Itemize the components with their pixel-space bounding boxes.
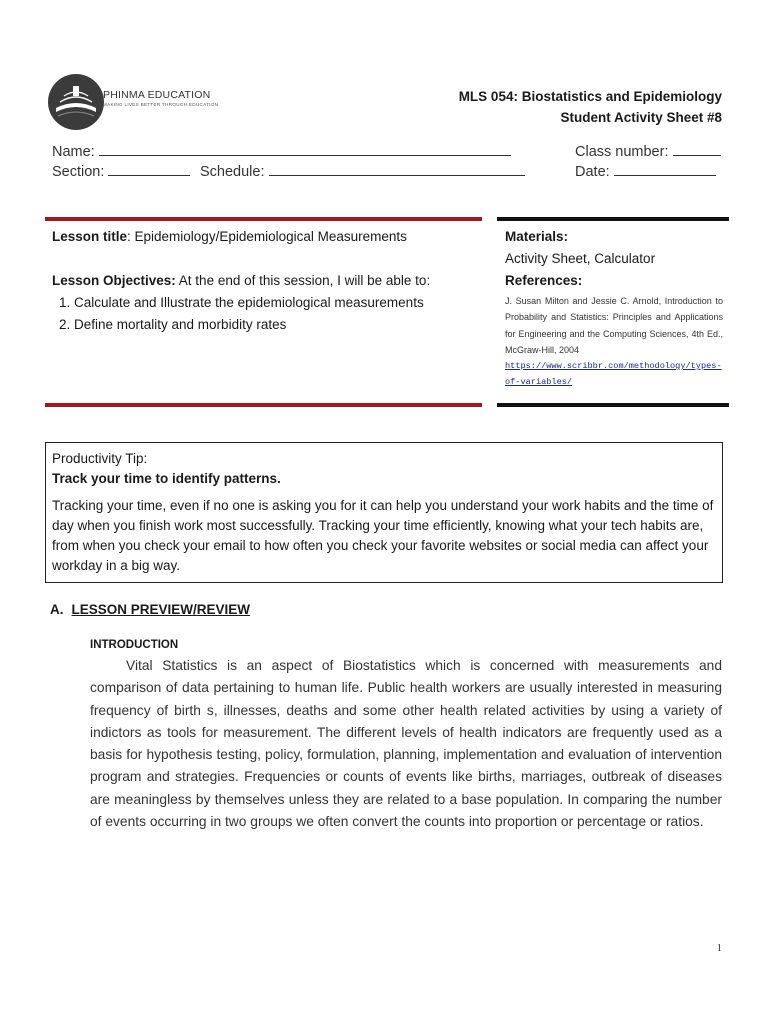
schedule-line[interactable] xyxy=(269,162,525,176)
schedule-label: Schedule: xyxy=(200,164,265,180)
productivity-tip-box xyxy=(45,442,723,583)
objective-item: 1. Calculate and Illustrate the epidemiological measurements xyxy=(74,292,482,314)
introduction-body: Vital Statistics is an aspect of Biostatistics which is concerned with measurements and comparison of data pertaining to human life. Public health workers are usually interested in measuring frequency of birth s, illnesses, deaths and some other health related activities by using a variety of indictors as tools for measurement. The different levels of health indicators are frequently used as a basis for hypothesis testing, policy, formulation, planning, implementation and evaluation of intervention program and strategies. Frequencies or counts of events like births, marriages, outbreak of diseases are meaningless by themselves unless they are related to a base population. In comparing the number of events occurring in two groups we often convert the counts into proportion or percentage or ratios. xyxy=(90,658,722,830)
page-number: 1 xyxy=(716,942,722,954)
name-label: Name: xyxy=(52,144,95,160)
section-label: Section: xyxy=(52,164,105,180)
objective-item: 2. Define mortality and morbidity rates xyxy=(74,314,482,336)
class-number-line[interactable] xyxy=(673,142,721,156)
introduction-heading: INTRODUCTION xyxy=(90,639,179,651)
name-line[interactable] xyxy=(99,142,511,156)
course-header xyxy=(459,86,722,128)
materials-value: Activity Sheet, Calculator xyxy=(505,251,656,266)
date-line[interactable] xyxy=(614,162,716,176)
section-a-heading xyxy=(50,602,250,617)
materials-top-bar xyxy=(497,217,729,221)
tip-headline: Track your time to identify patterns. xyxy=(52,471,281,486)
section-field[interactable] xyxy=(52,162,190,180)
date-field[interactable] xyxy=(575,162,716,180)
lesson-bottom-bar xyxy=(45,403,482,407)
name-field[interactable] xyxy=(52,142,511,160)
tip-label: Productivity Tip: xyxy=(52,451,148,466)
materials-panel xyxy=(505,226,723,390)
reference-text: J. Susan Milton and Jessie C. Arnold, Introduction to Probability and Statistics: Principles and Applications for Engineering and the Computing Sciences, 4th Ed., McGraw-Hill, 2004 xyxy=(505,296,723,355)
reference-link[interactable]: https://www.scribbr.com/methodology/types-of-variables/ xyxy=(505,361,722,388)
course-title: MLS 054: Biostatistics and Epidemiology xyxy=(458,89,722,104)
lesson-title: Lesson title: Epidemiology/Epidemiological Measurements xyxy=(52,229,407,244)
section-title: LESSON PREVIEW/REVIEW xyxy=(71,602,251,617)
class-number-label: Class number: xyxy=(575,144,669,160)
section-letter: A. xyxy=(50,602,64,617)
section-line[interactable] xyxy=(108,162,190,176)
tip-body: Tracking your time, even if no one is asking you for it can help you understand your work habits and the time of day when you finish work most successfully. Tracking your time efficiently, knowing what your tech habits are, from when you check your email to how often you check your favorite websites or social media can affect your workday in a big way. xyxy=(52,498,714,573)
logo-name: PHINMA EDUCATION xyxy=(103,89,211,101)
sheet-title: Student Activity Sheet #8 xyxy=(560,110,722,125)
objectives-list xyxy=(52,292,482,336)
lesson-panel xyxy=(52,226,482,336)
lesson-objectives-heading: Lesson Objectives: At the end of this session, I will be able to: xyxy=(52,273,431,288)
schedule-field[interactable] xyxy=(200,162,525,180)
materials-label: Materials: xyxy=(505,229,569,244)
phinma-logo-icon xyxy=(46,72,106,132)
materials-bottom-bar xyxy=(497,403,729,407)
class-number-field[interactable] xyxy=(575,142,721,160)
logo-tagline: MAKING LIVES BETTER THROUGH EDUCATION xyxy=(103,102,219,107)
references-label: References: xyxy=(505,273,583,288)
date-label: Date: xyxy=(575,164,610,180)
lesson-top-bar xyxy=(45,217,482,221)
